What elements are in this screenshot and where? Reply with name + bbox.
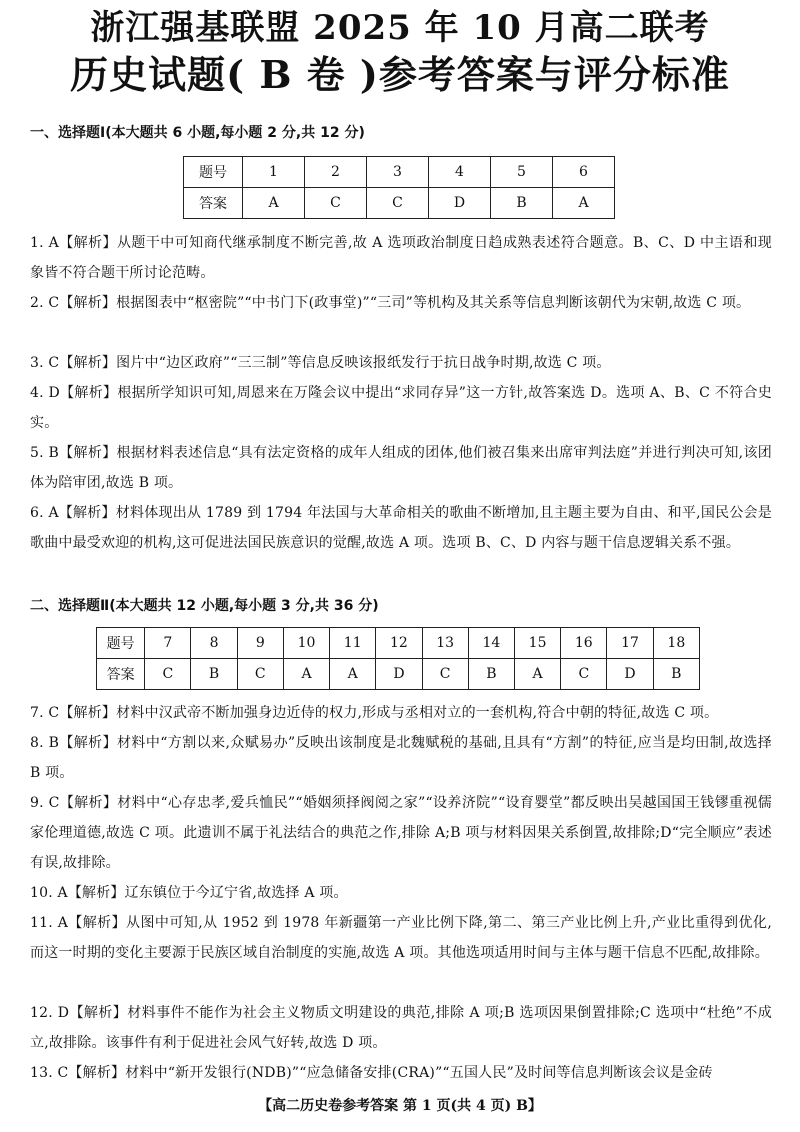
table-row (184, 157, 615, 188)
table-row (97, 659, 700, 690)
question-number: 11 (330, 628, 376, 659)
section2-answer-table (96, 627, 700, 690)
question-number: 12 (376, 628, 422, 659)
answer-cell: C (367, 188, 429, 219)
question-number: 8 (191, 628, 237, 659)
answer-cell: B (191, 659, 237, 690)
question-number: 14 (468, 628, 514, 659)
answer-cell: A (283, 659, 329, 690)
explanation-q9: 9. C【解析】材料中“心存忠孝,爱兵恤民”“婚姻须择阀阅之家”“设养济院”“设育婴堂”都反映出吴越国国王钱镠重视儒家伦理道德,故选 C 项。此遗训不属于礼法结合的典范之作,排除 A;B 项与材料因果关系倒置,故排除;D“完全顺应”表述有误,故排除。 (30, 795, 772, 871)
explanation-q12: 12. D【解析】材料事件不能作为社会主义物质文明建设的典范,排除 A 项;B 选项因果倒置排除;C 选项中“杜绝”不成立,故排除。该事件有利于促进社会风气好转,故选 D 项。 (30, 1005, 772, 1051)
answer-cell: C (145, 659, 191, 690)
question-number: 18 (653, 628, 699, 659)
explanation-q7: 7. C【解析】材料中汉武帝不断加强身边近侍的权力,形成与丞相对立的一套机构,符合中朝的特征,故选 C 项。 (30, 705, 719, 721)
question-number: 10 (283, 628, 329, 659)
question-number: 3 (367, 157, 429, 188)
answer-cell: A (330, 659, 376, 690)
explanation-q5: 5. B【解析】根据材料表述信息“具有法定资格的成年人组成的团体,他们被召集来出席审判法庭”并进行判决可知,该团体为陪审团,故选 B 项。 (30, 445, 772, 491)
answer-cell: A (243, 188, 305, 219)
answer-cell: C (561, 659, 607, 690)
answer-cell: D (376, 659, 422, 690)
question-number: 15 (514, 628, 560, 659)
question-number: 9 (237, 628, 283, 659)
explanation-q6: 6. A【解析】材料体现出从 1789 到 1794 年法国与大革命相关的歌曲不断增加,且主题主要为自由、和平,国民公会是歌曲中最受欢迎的机构,这可促进法国民族意识的觉醒,故选 A 项。选项 B、C、D 内容与题干信息逻辑关系不强。 (30, 505, 772, 551)
exam-title: 浙江强基联盟 2025 年 10 月高二联考 (90, 8, 710, 48)
question-number: 7 (145, 628, 191, 659)
question-number: 16 (561, 628, 607, 659)
row-label: 答案 (184, 188, 243, 219)
question-number: 5 (491, 157, 553, 188)
section2-heading: 二、选择题Ⅱ(本大题共 12 小题,每小题 3 分,共 36 分) (30, 598, 379, 614)
explanation-q13: 13. C【解析】材料中“新开发银行(NDB)”“应急储备安排(CRA)”“五国人民”及时间等信息判断该会议是金砖 (30, 1065, 713, 1081)
answer-cell: D (607, 659, 653, 690)
question-number: 4 (429, 157, 491, 188)
explanation-q10: 10. A【解析】辽东镇位于今辽宁省,故选择 A 项。 (30, 885, 348, 901)
table-row (184, 188, 615, 219)
question-number: 2 (305, 157, 367, 188)
row-label: 答案 (97, 659, 145, 690)
answer-cell: A (514, 659, 560, 690)
table-row (97, 628, 700, 659)
explanation-q2: 2. C【解析】根据图表中“枢密院”“中书门下(政事堂)”“三司”等机构及其关系等信息判断该朝代为宋朝,故选 C 项。 (30, 295, 751, 311)
answer-cell: B (468, 659, 514, 690)
answer-cell: A (553, 188, 615, 219)
section1-answer-table (183, 156, 615, 219)
answer-cell: C (237, 659, 283, 690)
answer-cell: B (653, 659, 699, 690)
explanation-q4: 4. D【解析】根据所学知识可知,周恩来在万隆会议中提出“求同存异”这一方针,故答案选 D。选项 A、B、C 不符合史实。 (30, 385, 772, 431)
question-number: 13 (422, 628, 468, 659)
explanation-q8: 8. B【解析】材料中“方割以来,众赋易办”反映出该制度是北魏赋税的基础,且具有“方割”的特征,应当是均田制,故选择 B 项。 (30, 735, 772, 781)
page-footer: 【高二历史卷参考答案 第 1 页(共 4 页) B】 (258, 1098, 542, 1114)
answer-cell: B (491, 188, 553, 219)
answer-cell: C (422, 659, 468, 690)
question-number: 17 (607, 628, 653, 659)
answer-cell: D (429, 188, 491, 219)
answer-cell: C (305, 188, 367, 219)
explanation-q11: 11. A【解析】从图中可知,从 1952 到 1978 年新疆第一产业比例下降,第二、第三产业比例上升,产业比重得到优化,而这一时期的变化主要源于民族区域自治制度的实施,故选 A 项。其他选项适用时间与主体与题干信息不匹配,故排除。 (30, 915, 772, 961)
question-number: 6 (553, 157, 615, 188)
row-label: 题号 (97, 628, 145, 659)
row-label: 题号 (184, 157, 243, 188)
question-number: 1 (243, 157, 305, 188)
document-title: 历史试题( B 卷 )参考答案与评分标准 (70, 52, 730, 97)
explanation-q1: 1. A【解析】从题干中可知商代继承制度不断完善,故 A 选项政治制度日趋成熟表述符合题意。B、C、D 中主语和现象皆不符合题干所讨论范畴。 (30, 235, 772, 281)
explanation-q3: 3. C【解析】图片中“边区政府”“三三制”等信息反映该报纸发行于抗日战争时期,故选 C 项。 (30, 355, 611, 371)
section1-heading: 一、选择题Ⅰ(本大题共 6 小题,每小题 2 分,共 12 分) (30, 125, 365, 141)
